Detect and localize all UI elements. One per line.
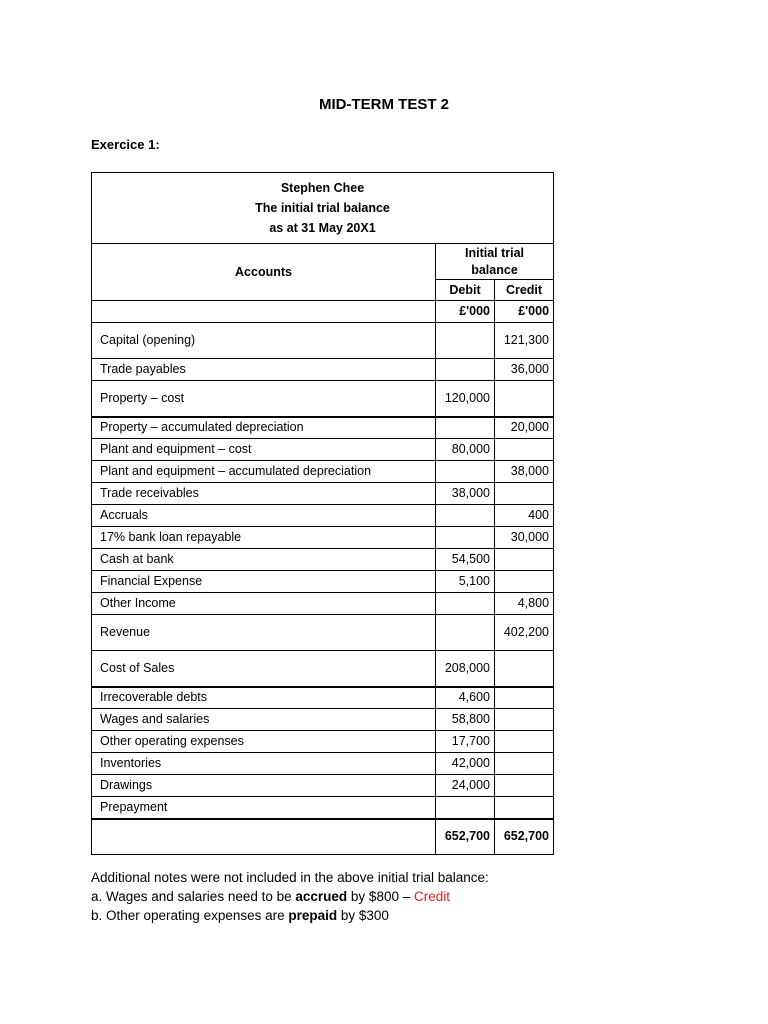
credit-amount: 20,000 (495, 417, 554, 439)
account-name: Wages and salaries (92, 709, 436, 731)
table-title-row (92, 173, 554, 244)
account-name: Property – accumulated depreciation (92, 417, 436, 439)
credit-amount (495, 439, 554, 461)
note-b-keyword: prepaid (288, 908, 338, 923)
total-row (92, 819, 554, 855)
debit-amount: 38,000 (436, 483, 495, 505)
unit-blank-cell (92, 301, 436, 323)
debit-amount: 120,000 (436, 381, 495, 417)
credit-amount: 36,000 (495, 359, 554, 381)
account-name: Other operating expenses (92, 731, 436, 753)
table-row (92, 549, 554, 571)
debit-amount (436, 527, 495, 549)
credit-amount (495, 731, 554, 753)
account-name: Financial Expense (92, 571, 436, 593)
table-row (92, 651, 554, 687)
account-name: Plant and equipment – accumulated depreciation (92, 461, 436, 483)
credit-amount (495, 651, 554, 687)
note-b-suffix: by $300 (337, 908, 389, 923)
company-name: Stephen Chee (280, 181, 365, 195)
debit-amount (436, 417, 495, 439)
debit-amount: 4,600 (436, 687, 495, 709)
column-group-row (92, 244, 554, 280)
account-name: Revenue (92, 615, 436, 651)
table-row (92, 709, 554, 731)
account-name: Irrecoverable debts (92, 687, 436, 709)
account-name: Trade payables (92, 359, 436, 381)
credit-amount (495, 571, 554, 593)
note-a-keyword: accrued (295, 889, 348, 904)
credit-amount (495, 549, 554, 571)
table-row (92, 593, 554, 615)
accounts-header: Accounts (92, 244, 436, 301)
account-name: Plant and equipment – cost (92, 439, 436, 461)
table-row (92, 461, 554, 483)
note-b (91, 906, 489, 925)
credit-amount (495, 797, 554, 819)
credit-amount: 38,000 (495, 461, 554, 483)
debit-amount (436, 461, 495, 483)
table-row (92, 615, 554, 651)
account-name: Capital (opening) (92, 323, 436, 359)
debit-amount (436, 323, 495, 359)
table-row (92, 359, 554, 381)
notes-intro: Additional notes were not included in the above initial trial balance: (91, 870, 489, 885)
table-row (92, 323, 554, 359)
debit-amount (436, 615, 495, 651)
table-row (92, 527, 554, 549)
credit-amount (495, 753, 554, 775)
total-debit: 652,700 (436, 819, 495, 855)
debit-amount: 5,100 (436, 571, 495, 593)
total-credit: 652,700 (495, 819, 554, 855)
table-row (92, 505, 554, 527)
debit-header: Debit (436, 280, 495, 301)
account-name: Prepayment (92, 797, 436, 819)
table-row (92, 381, 554, 417)
debit-amount: 42,000 (436, 753, 495, 775)
debit-amount (436, 505, 495, 527)
credit-unit: £'000 (495, 301, 554, 323)
account-name: Property – cost (92, 381, 436, 417)
debit-amount: 58,800 (436, 709, 495, 731)
debit-amount: 54,500 (436, 549, 495, 571)
debit-amount (436, 359, 495, 381)
additional-notes (91, 868, 489, 925)
table-row (92, 571, 554, 593)
table-row (92, 687, 554, 709)
debit-amount: 17,700 (436, 731, 495, 753)
account-name: Accruals (92, 505, 436, 527)
debit-unit: £'000 (436, 301, 495, 323)
total-label-cell (92, 819, 436, 855)
credit-amount: 400 (495, 505, 554, 527)
note-a-prefix: a. Wages and salaries need to be (91, 889, 296, 904)
table-row (92, 439, 554, 461)
page-title: MID-TERM TEST 2 (319, 96, 449, 113)
credit-amount: 402,200 (495, 615, 554, 651)
account-name: 17% bank loan repayable (92, 527, 436, 549)
table-row (92, 731, 554, 753)
note-b-prefix: b. Other operating expenses are (91, 908, 289, 923)
debit-amount: 24,000 (436, 775, 495, 797)
table-row (92, 775, 554, 797)
account-name: Inventories (92, 753, 436, 775)
unit-row (92, 301, 554, 323)
credit-amount: 4,800 (495, 593, 554, 615)
credit-amount (495, 687, 554, 709)
trial-balance-table (91, 172, 554, 855)
account-name: Other Income (92, 593, 436, 615)
credit-amount (495, 775, 554, 797)
credit-amount (495, 709, 554, 731)
account-name: Trade receivables (92, 483, 436, 505)
debit-amount (436, 593, 495, 615)
initial-trial-balance-header: Initial trial balance (436, 244, 554, 280)
note-a-highlight: Credit (413, 889, 450, 904)
note-a (91, 887, 489, 906)
report-name: The initial trial balance (255, 201, 390, 215)
credit-amount (495, 381, 554, 417)
table-row (92, 797, 554, 819)
debit-amount: 80,000 (436, 439, 495, 461)
credit-amount: 121,300 (495, 323, 554, 359)
exercise-heading: Exercice 1: (91, 137, 160, 152)
table-title-cell (92, 173, 554, 244)
credit-header: Credit (495, 280, 554, 301)
table-row (92, 417, 554, 439)
credit-amount: 30,000 (495, 527, 554, 549)
table-row (92, 753, 554, 775)
table-row (92, 483, 554, 505)
debit-amount: 208,000 (436, 651, 495, 687)
account-name: Cash at bank (92, 549, 436, 571)
note-a-suffix: by $800 – (347, 889, 414, 904)
credit-amount (495, 483, 554, 505)
report-date: as at 31 May 20X1 (269, 221, 376, 235)
account-name: Cost of Sales (92, 651, 436, 687)
account-name: Drawings (92, 775, 436, 797)
debit-amount (436, 797, 495, 819)
